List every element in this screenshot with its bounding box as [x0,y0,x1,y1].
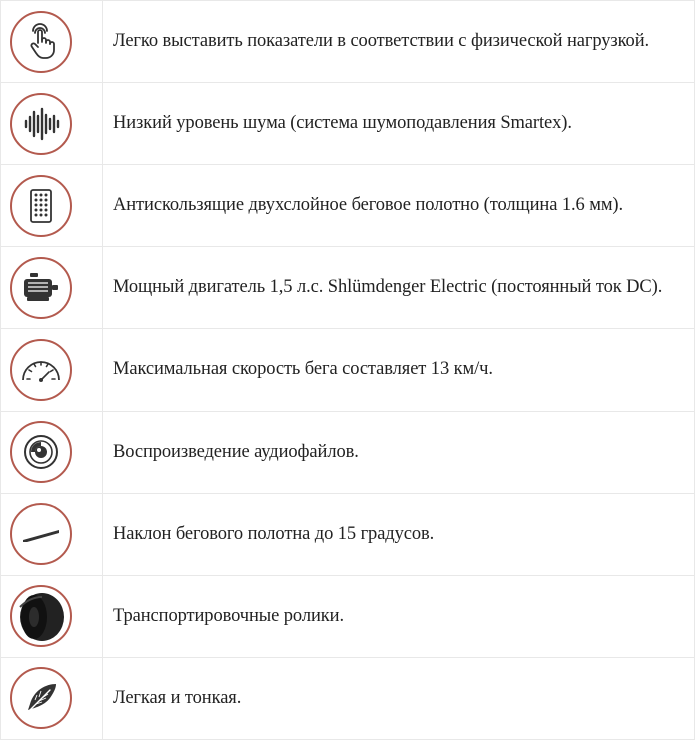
speaker-icon [10,421,72,483]
feature-text: Воспроизведение аудиофайлов. [103,411,695,493]
feature-text: Легкая и тонкая. [103,657,695,739]
motor-icon [10,257,72,319]
feature-row [1,493,695,575]
feature-row [1,411,695,493]
feature-row [1,83,695,165]
transport-wheel-icon [10,585,72,647]
icon-cell [1,657,103,739]
feature-text: Низкий уровень шума (система шумоподавления Smartex). [103,83,695,165]
feature-row [1,657,695,739]
icon-cell [1,575,103,657]
icon-cell [1,493,103,575]
hand-pointer-icon [10,11,72,73]
running-belt-icon [10,175,72,237]
feature-text: Мощный двигатель 1,5 л.с. Shlümdenger Electric (постоянный ток DC). [103,247,695,329]
feature-text: Транспортировочные ролики. [103,575,695,657]
feather-icon [10,667,72,729]
sound-wave-icon [10,93,72,155]
feature-row [1,165,695,247]
icon-cell [1,247,103,329]
speedometer-icon [10,339,72,401]
feature-row [1,1,695,83]
incline-icon [10,503,72,565]
feature-text: Максимальная скорость бега составляет 13 км/ч. [103,329,695,411]
feature-row [1,329,695,411]
feature-row [1,247,695,329]
feature-text: Наклон бегового полотна до 15 градусов. [103,493,695,575]
icon-cell [1,165,103,247]
icon-cell [1,1,103,83]
feature-text: Легко выставить показатели в соответствии с физической нагрузкой. [103,1,695,83]
icon-cell [1,411,103,493]
icon-cell [1,83,103,165]
icon-cell [1,329,103,411]
feature-text: Антискользящие двухслойное беговое полотно (толщина 1.6 мм). [103,165,695,247]
feature-row [1,575,695,657]
